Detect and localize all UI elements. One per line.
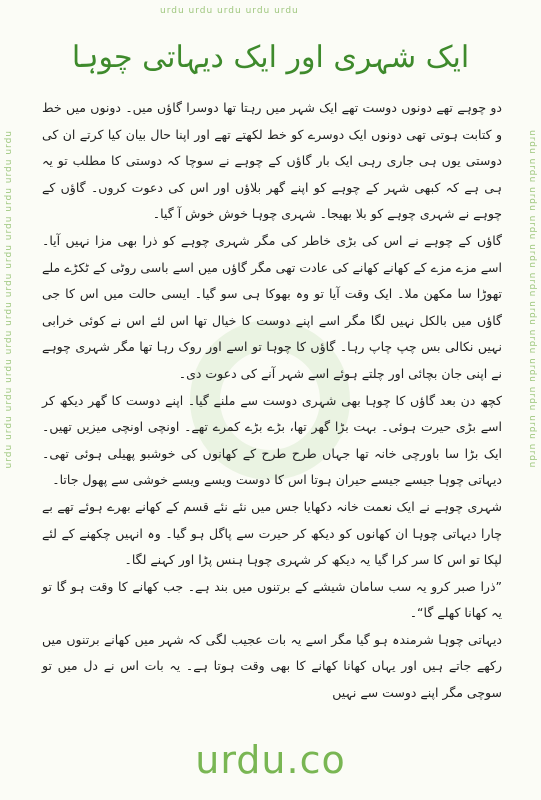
paragraph: دیہاتی چوہا شرمندہ ہو گیا مگر اسے یہ بات عجیب لگی کہ شہر میں کھانے برتنوں میں رکھے جاتے ہیں اور یہاں کھانا کھانے کا بھی وقت ہوتا ہے۔ یہ بات اس نے دل میں تو سوچی مگر اپنے دوست سے نہیں [42, 631, 502, 701]
decorative-border-left: urdu urdu urdu urdu urdu urdu urdu urdu urdu urdu urdu urdu [4, 130, 14, 469]
story-title: ایک شہری اور ایک دیہاتی چوہا [71, 40, 470, 75]
paragraph: شہری چوہے نے ایک نعمت خانہ دکھایا جس میں نئے نئے قسم کے کھانے بھرے ہوئے تھے بے چارا دیہاتی چوہا ان کھانوں کو دیکھ کر حیرت سے پاگل ہو گیا۔ وہ انہیں چکھنے کے لئے لپکا تو اس کا سر کرا گیا یہ دیکھ کر شہری چوہا ہنس پڑا اور کہنے لگا۔ [42, 498, 502, 568]
paragraph: ”ذرا صبر کرو یہ سب سامان شیشے کے برتنوں میں بند ہے۔ جب کھانے کا وقت ہو گا تو یہ کھانا کھلے گا“۔ [42, 578, 502, 621]
site-logo[interactable]: urdu.co [195, 738, 346, 782]
decorative-border-right: urdu urdu urdu urdu urdu urdu urdu urdu urdu urdu urdu urdu [527, 130, 537, 469]
decorative-border-top: urdu urdu urdu urdu urdu [160, 6, 299, 16]
paragraph: دو چوہے تھے دونوں دوست تھے ایک شہر میں رہتا تھا دوسرا گاؤں میں۔ دونوں میں خط و کتابت ہوتی تھی دونوں ایک دوسرے کو خط لکھتے تھے اور اپنا حال بیان کیا کرتے ان کی دوستی یوں ہی جاری رہی ایک بار گاؤں کے چوہے نے سوچا کہ دوستی کا مطلب تو یہ ہی ہے کہ کبھی شہر کے چوہے کو اپنے گھر بلاؤں اور اس کی دعوت کروں۔ گاؤں کے چوہے نے شہری چوہے کو بلا بھیجا۔ شہری چوہا خوش خوش آ گیا۔ [42, 100, 502, 222]
paragraph: کچھ دن بعد گاؤں کا چوہا بھی شہری دوست سے ملنے گیا۔ اپنے دوست کا گھر دیکھ کر اسے بڑی حیرت ہوئی۔ بہت بڑا گھر تھا، بڑے بڑے کمرے تھے۔ اونچی اونچی میزیں تھیں۔ ایک بڑا سا باورچی خانہ تھا جہاں طرح طرح کے کھانوں کی خوشبو پھیلی ہوئی تھی۔ دیہاتی چوہا جیسے جیسے حیران ہوتا اس کا دوست ویسے ویسے خوشی سے پھول جاتا۔ [42, 392, 502, 488]
story-body [42, 95, 502, 707]
paragraph: گاؤں کے چوہے نے اس کی بڑی خاطر کی مگر شہری چوہے کو ذرا بھی مزا نہیں آیا۔ اسے مزے مزے کے کھانے کھانے کی عادت تھی مگر گاؤں میں اسے باسی روٹی کے ٹکڑے ملے تھوڑا سا مکھن ملا۔ ایک وقت آیا تو وہ بھوکا ہی سو گیا۔ ایسی حالت میں اس کا جی گاؤں میں بالکل نہیں لگا مگر اسے اپنے دوست کا خیال تھا اس لئے اس نے کوئی خرابی نہیں نکالی بس چپ چاپ رہا۔ گاؤں کا چوہا تو اسے اور روک رہا تھا مگر شہری چوہے نے اپنی جان بچائی اور چلتے ہوئے اسے شہر آنے کی دعوت دی۔ [42, 232, 502, 381]
